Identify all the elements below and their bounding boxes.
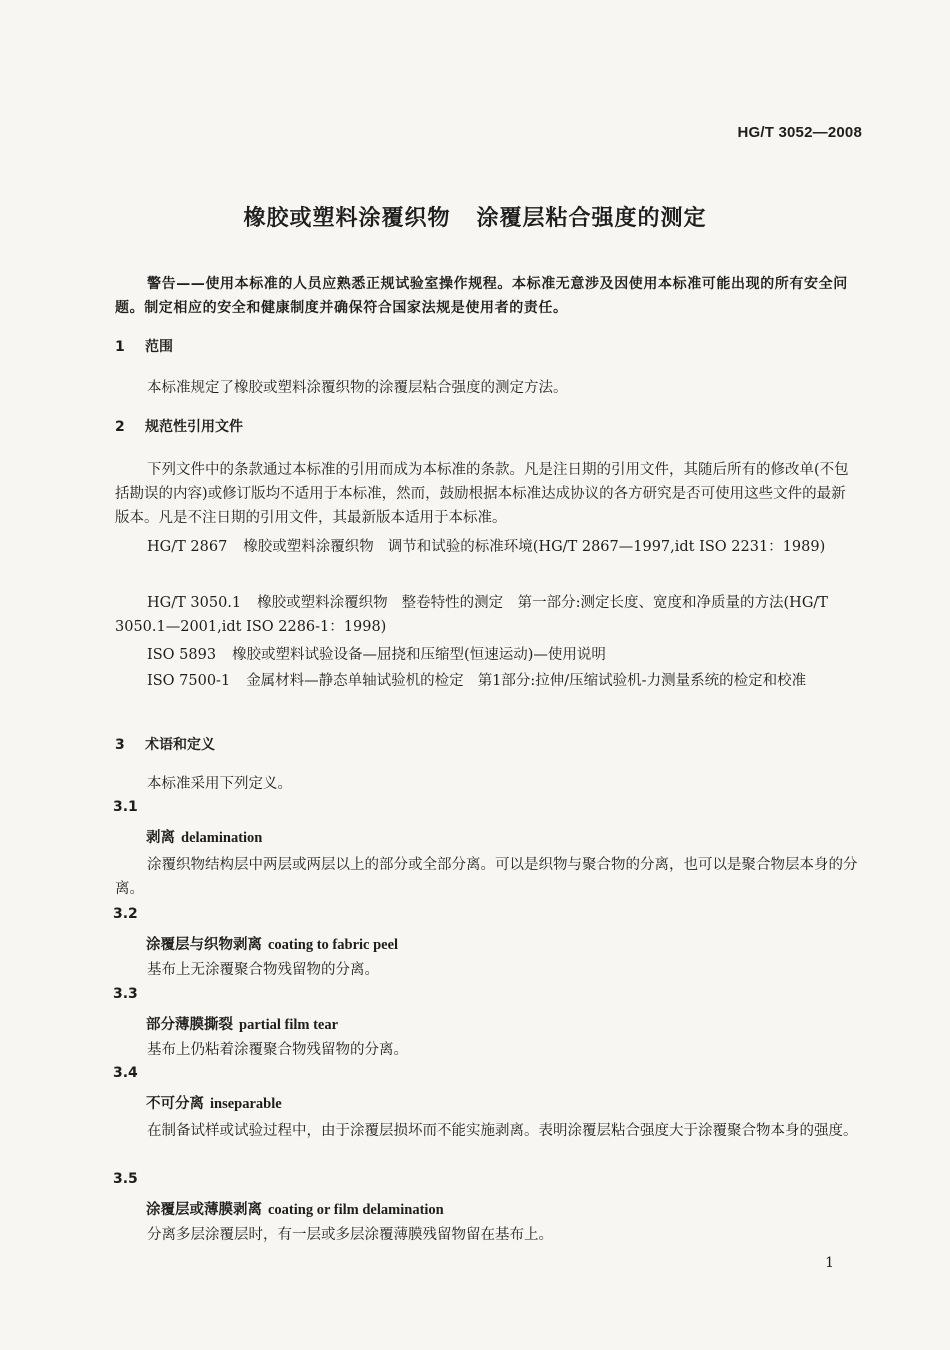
term-name [146, 1198, 444, 1219]
term-name-zh: 涂覆层或薄膜剥离 [146, 1202, 262, 1218]
term-name-en: delamination [181, 830, 263, 846]
section-1-heading [115, 336, 173, 356]
document-title [0, 201, 950, 232]
term-name-en: partial film tear [239, 1017, 339, 1033]
term-definition: 基布上无涂覆聚合物残留物的分离。 [147, 962, 379, 978]
section-3-heading [115, 734, 215, 754]
reference-detail: 调节和试验的标准环境(HG/T 2867—1997,idt ISO 2231：1989) [387, 539, 826, 555]
term-definition: 分离多层涂覆层时，有一层或多层涂覆薄膜残留物留在基布上。 [147, 1227, 553, 1243]
term-number: 3.3 [113, 986, 138, 1002]
term-number: 3.5 [113, 1171, 138, 1187]
term-name [146, 1013, 338, 1034]
term-definition: 涂覆织物结构层中两层或两层以上的部分或全部分离。可以是织物与聚合物的分离，也可以是聚合物层本身的分离。 [115, 857, 858, 897]
section-title: 规范性引用文件 [145, 419, 243, 435]
section-title: 范围 [145, 339, 173, 355]
term-name [146, 826, 262, 847]
reference-item [115, 643, 860, 667]
section-number: 2 [115, 419, 125, 435]
reference-title: 金属材料—静态单轴试验机的检定 [246, 673, 464, 689]
term-name [146, 933, 398, 954]
title-part-1: 橡胶或塑料涂覆织物 [243, 206, 451, 231]
reference-detail: 整卷特性的测定 第一部分:测定长度、宽度和净质量的方法(HG/T 3050.1—2001,idt ISO 2286-1：1998) [115, 595, 828, 635]
reference-title: 橡胶或塑料涂覆织物 [243, 539, 374, 555]
warning-paragraph: 警告——使用本标准的人员应熟悉正规试验室操作规程。本标准无意涉及因使用本标准可能出现的所有安全问题。制定相应的安全和健康制度并确保符合国家法规是使用者的责任。 [115, 276, 848, 316]
section-number: 3 [115, 737, 125, 753]
term-name-zh: 不可分离 [146, 1096, 204, 1112]
section-2-heading [115, 416, 243, 436]
title-part-2: 涂覆层粘合强度的测定 [476, 206, 707, 231]
term-number: 3.2 [113, 906, 138, 922]
reference-item [115, 591, 860, 639]
page-number: 1 [825, 1255, 834, 1271]
term-name-zh: 涂覆层与织物剥离 [146, 937, 262, 953]
term-name-en: coating to fabric peel [268, 937, 399, 953]
reference-code: HG/T 3050.1 [147, 595, 242, 611]
term-definition: 在制备试样或试验过程中，由于涂覆层损坏而不能实施剥离。表明涂覆层粘合强度大于涂覆聚合物本身的强度。 [147, 1123, 858, 1139]
normative-intro: 下列文件中的条款通过本标准的引用而成为本标准的条款。凡是注日期的引用文件，其随后所有的修改单(不包括勘误的内容)或修订版均不适用于本标准，然而，鼓励根据本标准达成协议的各方研究是否可使用这些文件的最新版本。凡是不注日期的引用文件，其最新版本适用于本标准。 [115, 462, 849, 526]
section-title: 术语和定义 [145, 737, 215, 753]
term-number: 3.4 [113, 1065, 138, 1081]
reference-item [115, 669, 860, 693]
standard-code: HG/T 3052—2008 [737, 124, 862, 141]
reference-detail: 第1部分:拉伸/压缩试验机-力测量系统的检定和校准 [477, 673, 807, 689]
reference-code: HG/T 2867 [147, 539, 228, 555]
terms-intro: 本标准采用下列定义。 [147, 776, 292, 792]
term-name-en: coating or film delamination [268, 1202, 444, 1218]
term-name-en: inseparable [210, 1096, 282, 1112]
reference-title: 橡胶或塑料试验设备—屈挠和压缩型(恒速运动)—使用说明 [232, 647, 606, 663]
reference-item [115, 535, 860, 559]
term-name-zh: 剥离 [146, 830, 175, 846]
reference-title: 橡胶或塑料涂覆织物 [257, 595, 388, 611]
term-number: 3.1 [113, 799, 138, 815]
reference-code: ISO 7500-1 [147, 673, 231, 689]
reference-code: ISO 5893 [147, 647, 217, 663]
term-name [146, 1092, 282, 1113]
scope-text: 本标准规定了橡胶或塑料涂覆织物的涂覆层粘合强度的测定方法。 [147, 380, 568, 396]
term-name-zh: 部分薄膜撕裂 [146, 1017, 233, 1033]
term-definition: 基布上仍粘着涂覆聚合物残留物的分离。 [147, 1042, 408, 1058]
section-number: 1 [115, 339, 125, 355]
